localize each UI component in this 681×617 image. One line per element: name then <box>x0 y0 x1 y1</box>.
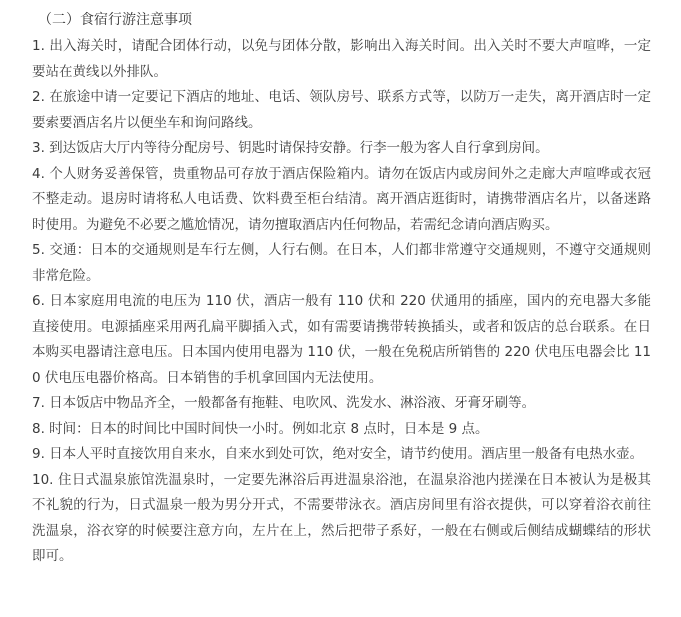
section-heading: （二）食宿行游注意事项 <box>38 12 192 28</box>
list-item: 9. 日本人平时直接饮用自来水，自来水到处可饮，绝对安全，请节约使用。酒店里一般备有电热水壶。 <box>32 446 644 462</box>
list-item: 8. 时间：日本的时间比中国时间快一小时。例如北京 8 点时，日本是 9 点。 <box>32 420 489 437</box>
list-item: 10. 住日式温泉旅馆洗温泉时，一定要先淋浴后再进温泉浴池，在温泉浴池内搓澡在日本被认为是极其不礼貌的行为，日式温泉一般为男分开式，不需要带泳衣。酒店房间里有浴衣提供，可以穿着浴衣前往洗温泉，浴衣穿的时候要注意方向，左片在上，然后把带子系好，一般在右侧或后侧结成蝴蝶结的形状即可。 <box>32 471 651 564</box>
list-item: 1. 出入海关时，请配合团体行动，以免与团体分散，影响出入海关时间。出入关时不要大声喧哗，一定要站在黄线以外排队。 <box>32 38 651 80</box>
list-item: 2. 在旅途中请一定要记下酒店的地址、电话、领队房号、联系方式等，以防万一走失，离开酒店时一定要索要酒店名片以便坐车和询问路线。 <box>32 89 651 131</box>
list-item: 4. 个人财务妥善保管，贵重物品可存放于酒店保险箱内。请勿在饭店内或房间外之走廊大声喧哗或衣冠不整走动。退房时请将私人电话费、饮料费至柜台结清。离开酒店逛街时，请携带酒店名片，以备迷路时使用。为避免不必要之尴尬情况，请勿擅取酒店内任何物品，若需纪念请向酒店购买。 <box>32 165 651 233</box>
list-item: 3. 到达饭店大厅内等待分配房号、钥匙时请保持安静。行李一般为客人自行拿到房间。 <box>32 140 549 156</box>
list-item: 6. 日本家庭用电流的电压为 110 伏，酒店一般有 110 伏和 220 伏通用的插座，国内的充电器大多能直接使用。电源插座采用两孔扁平脚插入式，如有需要请携带转换插头，或者和饭店的总台联系。在日本购买电器请注意电压。日本国内使用电器为 110 伏，一般在免税店所销售的 220 伏电压电器会比 110 伏电压电器价格高。日本销售的手机拿回国内无法使用。 <box>32 293 651 386</box>
list-item: 5. 交通：日本的交通规则是车行左侧，人行右侧。在日本，人们都非常遵守交通规则，不遵守交通规则非常危险。 <box>32 242 651 284</box>
list-item: 7. 日本饭店中物品齐全，一般都备有拖鞋、电吹风、洗发水、淋浴液、牙膏牙刷等。 <box>32 395 536 411</box>
